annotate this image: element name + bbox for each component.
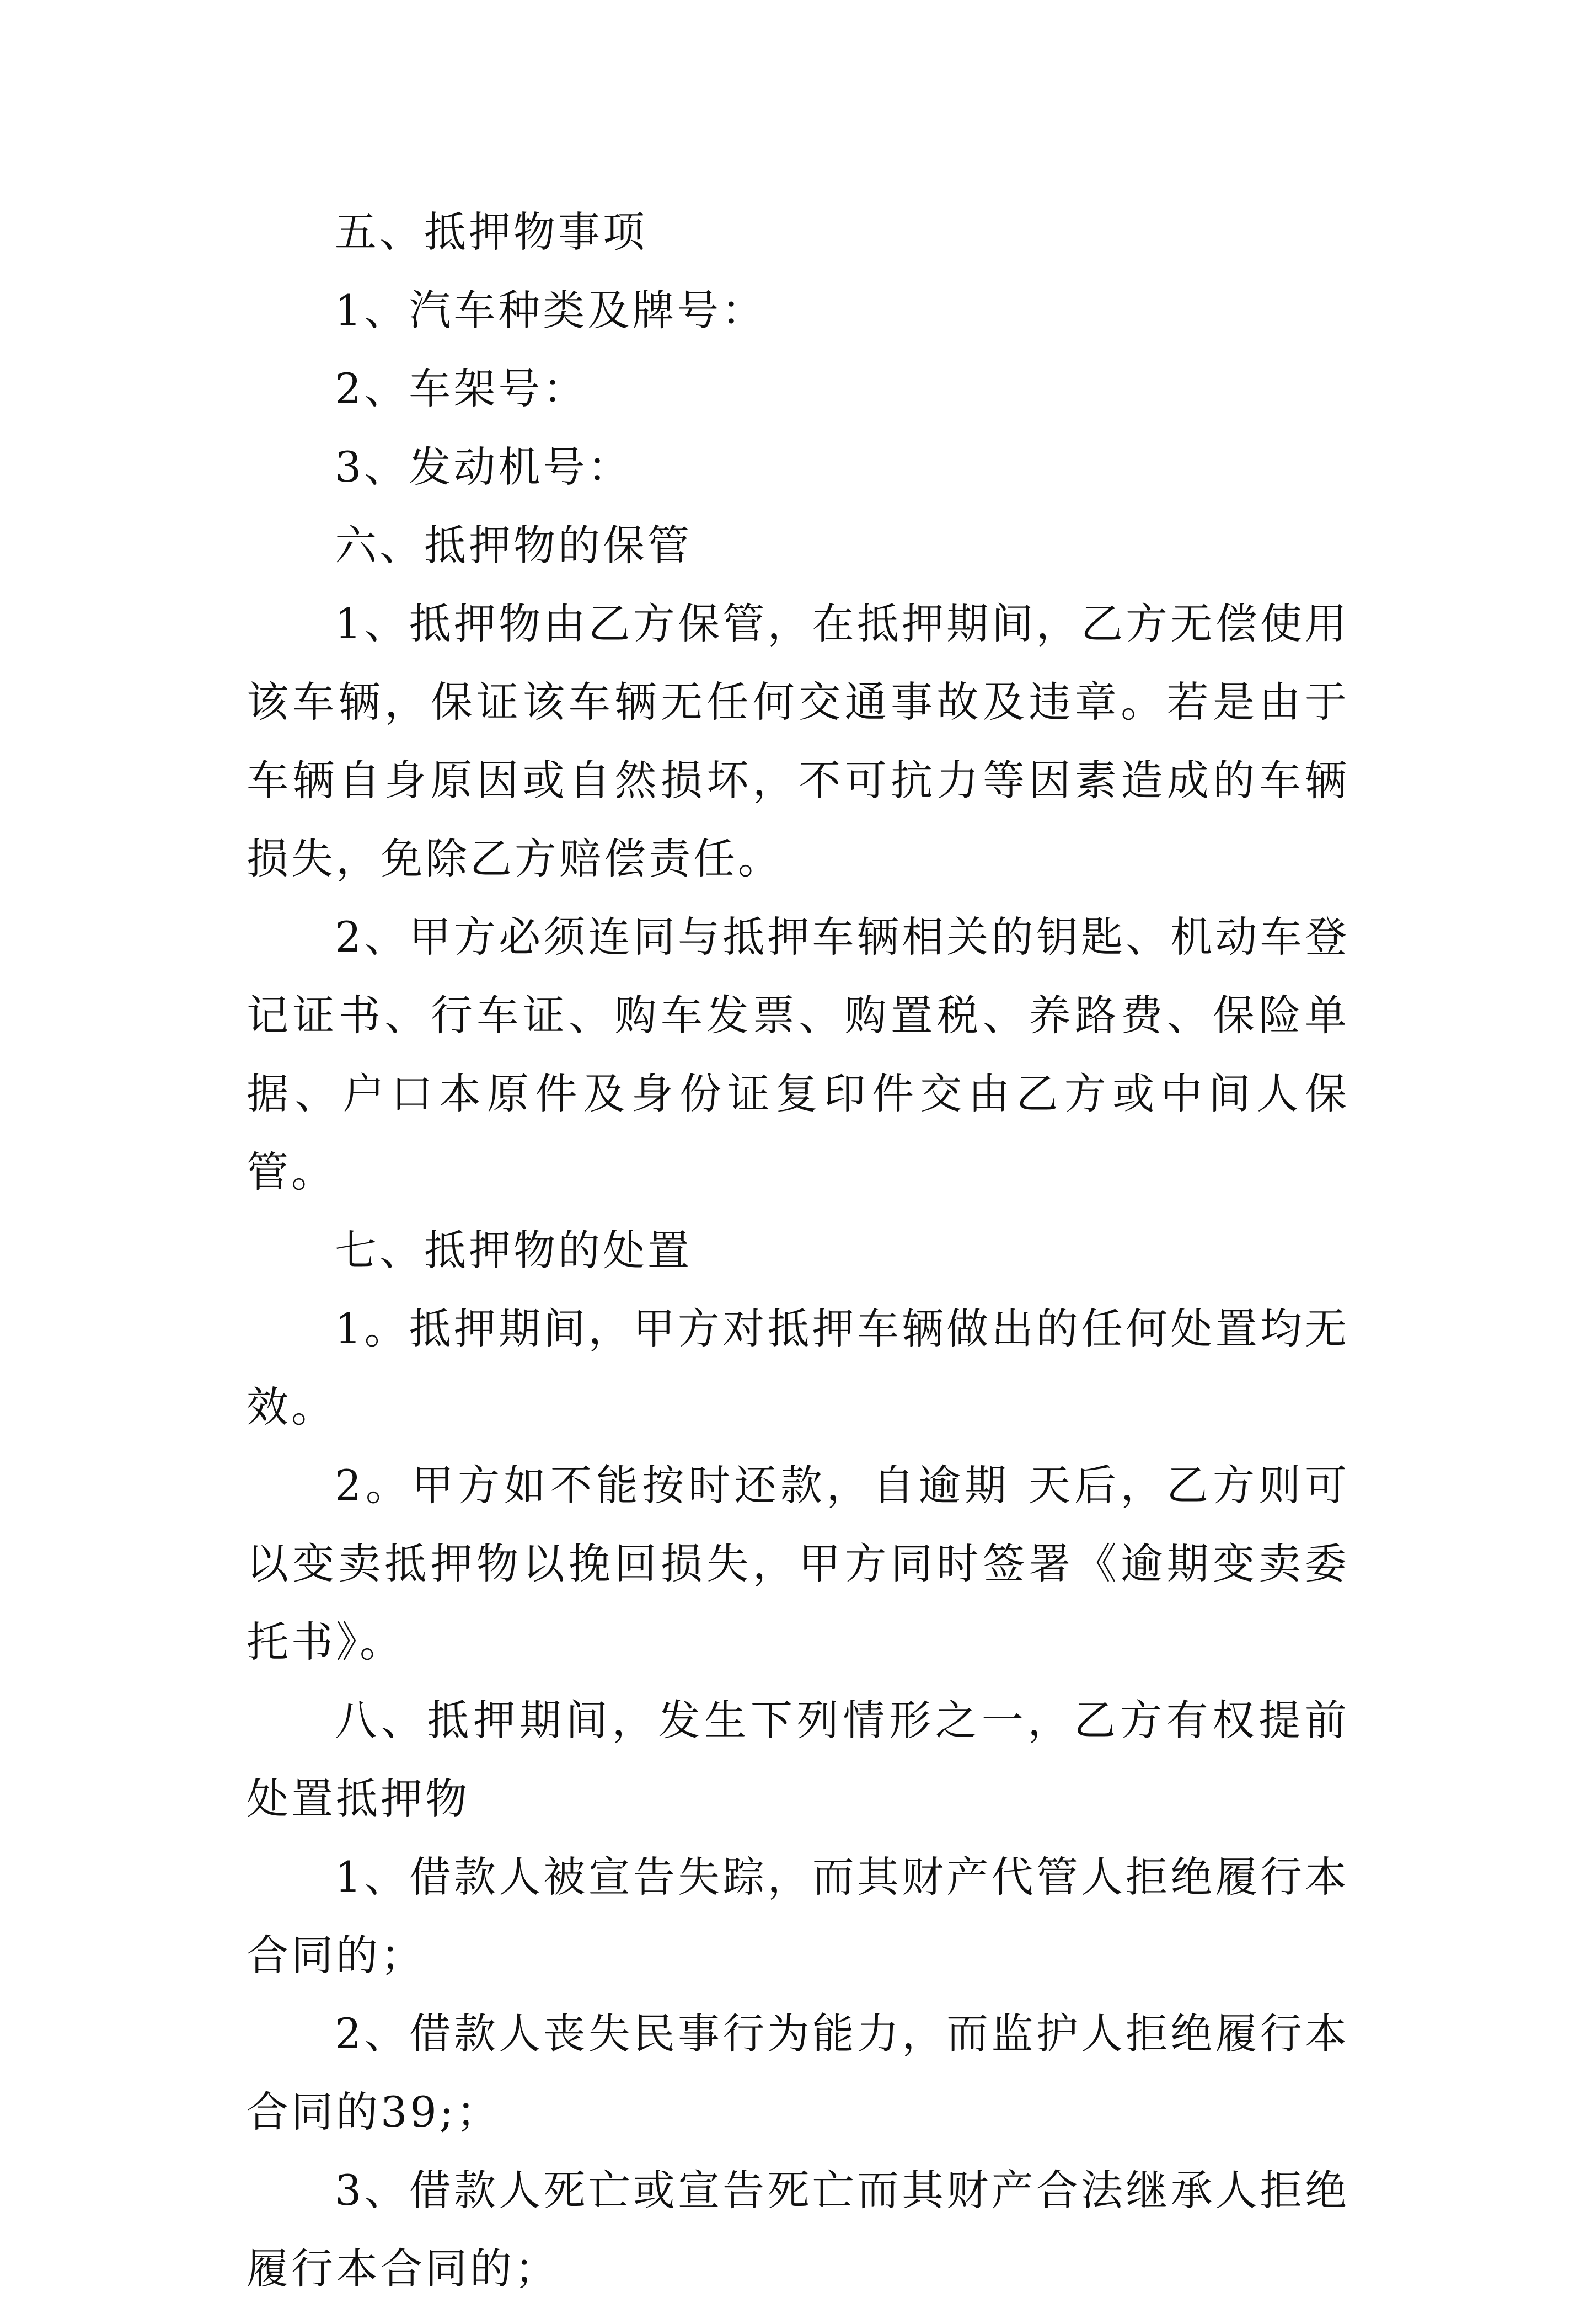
early-disposal-clause-2: 2、借款人丧失民事行为能力，而监护人拒绝履行本合同的39;； xyxy=(247,2009,1349,2136)
section-heading-early-disposal: 八、抵押期间，发生下列情形之一，乙方有权提前处置抵押物 xyxy=(247,1696,1349,1823)
early-disposal-clause-3: 3、借款人死亡或宣告死亡而其财产合法继承人拒绝履行本合同的； xyxy=(247,2166,1349,2293)
item-vehicle-type-plate: 1、汽车种类及牌号： xyxy=(335,286,767,335)
disposal-clause-1: 1。抵押期间，甲方对抵押车辆做出的任何处置均无效。 xyxy=(247,1304,1349,1431)
section-heading-collateral-items: 五、抵押物事项 xyxy=(335,207,647,257)
item-frame-number: 2、车架号： xyxy=(335,364,588,413)
custody-clause-2: 2、甲方必须连同与抵押车辆相关的钥匙、机动车登记证书、行车证、购车发票、购置税、养路费、保险单据、户口本原件及身份证复印件交由乙方或中间人保管。 xyxy=(247,912,1349,1196)
item-engine-number: 3、发动机号： xyxy=(335,442,633,491)
early-disposal-clause-1: 1、借款人被宣告失踪，而其财产代管人拒绝履行本合同的； xyxy=(247,1852,1349,1980)
document-body xyxy=(247,193,1349,2308)
custody-clause-1: 1、抵押物由乙方保管，在抵押期间，乙方无偿使用该车辆，保证该车辆无任何交通事故及违章。若是由于车辆自身原因或自然损坏，不可抗力等因素造成的车辆损失，免除乙方赔偿责任。 xyxy=(247,599,1349,883)
section-heading-custody: 六、抵押物的保管 xyxy=(335,521,692,570)
disposal-clause-2: 2。甲方如不能按时还款，自逾期 天后，乙方则可以变卖抵押物以挽回损失，甲方同时签署《逾期变卖委托书》。 xyxy=(247,1461,1349,1666)
section-heading-disposal: 七、抵押物的处置 xyxy=(335,1226,692,1275)
